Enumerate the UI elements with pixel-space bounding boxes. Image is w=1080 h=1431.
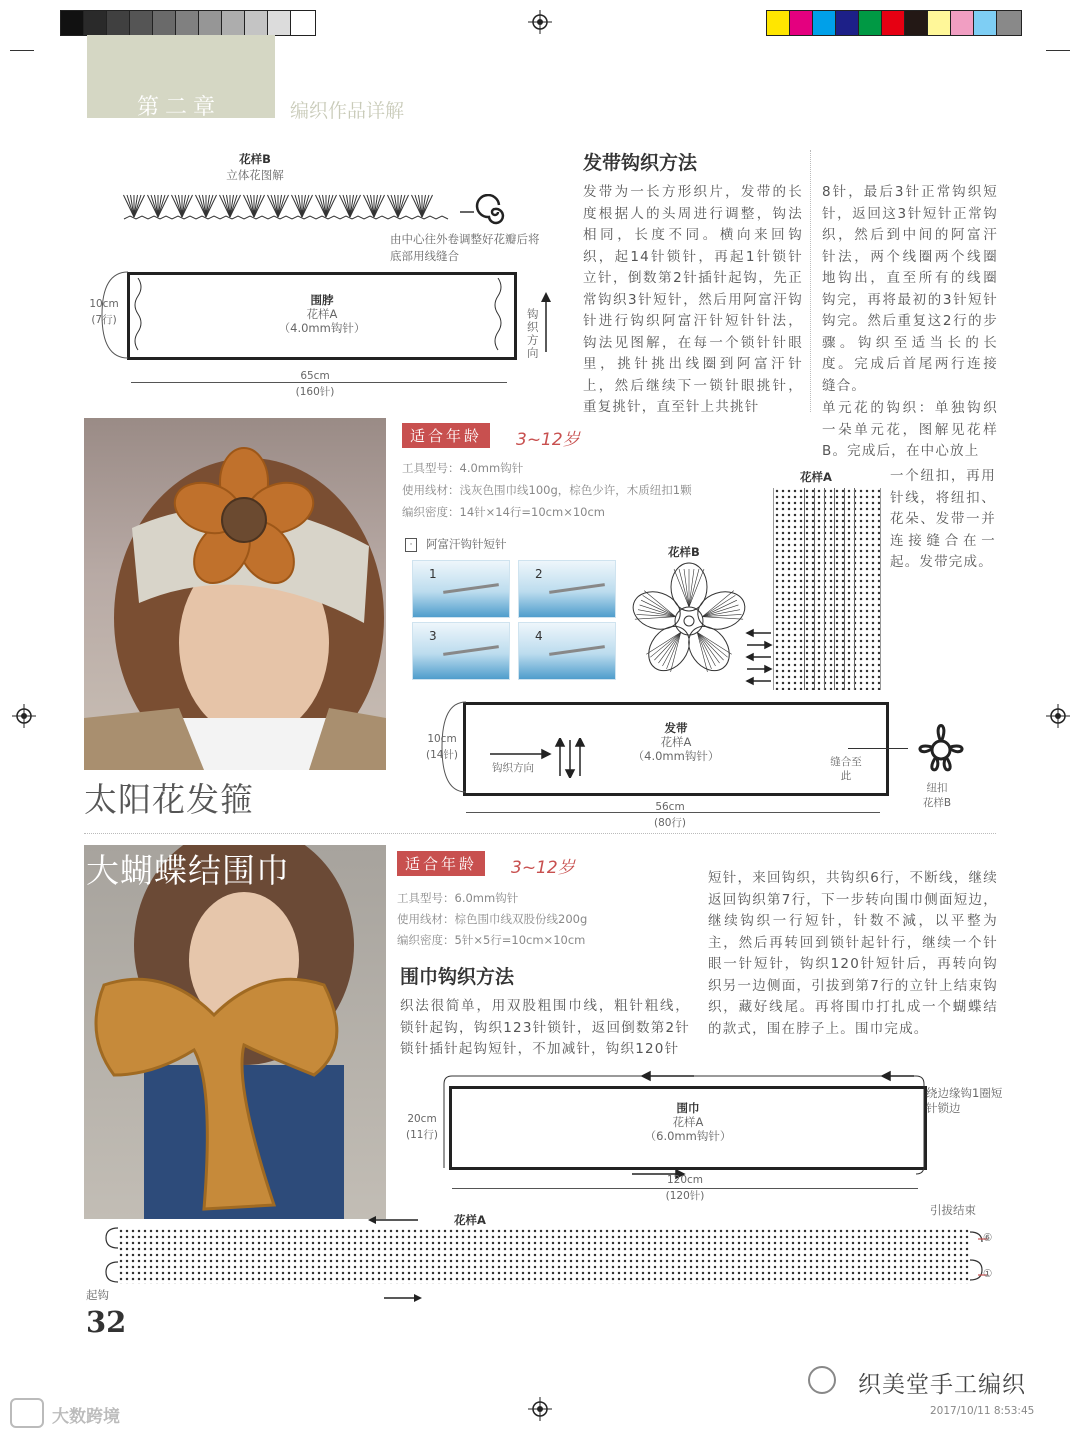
afghan-step-2 <box>518 560 616 618</box>
band-direction: 钩织方向 <box>492 762 534 774</box>
band-title: 发带 <box>664 721 688 735</box>
roll-note: 由中心往外卷调整好花瓣后将底部用线缝合 <box>390 232 540 263</box>
fan-stitch <box>244 195 265 217</box>
collar-rows: (7行) <box>91 314 117 326</box>
chapter-subtitle: 编织作品详解 <box>290 100 405 122</box>
collar-hook: （4.0mm钩针） <box>278 321 366 335</box>
scarf-edge-note: 绕边缘钩1圈短针锁边 <box>926 1086 1003 1115</box>
collar-pattern: 花样A <box>306 307 338 321</box>
band-length-rows: (80行) <box>653 817 687 829</box>
page-number: 32 <box>86 1305 127 1339</box>
girl-scarf-illustration <box>84 845 386 1219</box>
band-height: 10cm <box>427 733 457 745</box>
scarf-stitches: (120针) <box>665 1190 705 1202</box>
headband-age-badge: 适合年龄 <box>402 423 490 448</box>
scarf-height: 20cm <box>407 1113 437 1125</box>
afghan-step-1 <box>412 560 510 618</box>
arrow-up-icon <box>540 292 552 352</box>
fan-stitch <box>340 195 361 217</box>
chain-base <box>124 216 448 219</box>
scarf-gauge: 编织密度：5针×5行=10cm×10cm <box>397 933 586 947</box>
fan-stitch <box>292 195 313 217</box>
color-swatch <box>996 10 1022 36</box>
fan-stitch <box>220 195 241 217</box>
pattern-b2-title: 花样B <box>668 545 700 559</box>
afghan-title: 阿富汗钩针短针 <box>426 537 507 551</box>
scarf-title: 围巾 <box>676 1101 700 1115</box>
collar-width-line <box>131 382 507 383</box>
scarf-age-value: 3~12岁 <box>511 858 575 878</box>
collar-height: 10cm <box>89 298 119 310</box>
headband-product-name: 太阳花发箍 <box>84 780 254 819</box>
scarf-product-name: 大蝴蝶结围巾 <box>86 851 290 890</box>
logo-icon <box>10 1398 44 1428</box>
headband-photo <box>84 418 386 770</box>
fan-stitch <box>124 195 145 217</box>
arrow-right-icon <box>384 1292 424 1304</box>
band-width: 56cm <box>655 801 685 813</box>
color-swatch <box>290 10 316 36</box>
row-arrows <box>745 628 775 690</box>
collar-stitches: (160针) <box>295 386 335 398</box>
scarf-method-text-1: 织法很简单，用双股粗围巾线，粗针粗线，锁针起钩，钩织123针锁针，返回倒数第2针锁针插针起钩短针，不加减针，钩织120针 <box>400 998 690 1057</box>
wavy-edge-icon <box>492 278 504 352</box>
wavy-edge-icon <box>132 278 144 352</box>
scarf-photo <box>84 845 386 1219</box>
scarf-pattern: 花样A <box>672 1115 704 1129</box>
scarf-edge-arrows <box>436 1066 936 1186</box>
fan-stitch <box>388 195 409 217</box>
fan-stitch <box>148 195 169 217</box>
scarf-hook: （6.0mm钩针） <box>644 1129 732 1143</box>
afghan-steps <box>412 560 616 682</box>
fan-stitch <box>196 195 217 217</box>
headband-gauge: 编织密度：14针×14行=10cm×10cm <box>402 505 605 519</box>
step-number: 3 <box>429 629 437 643</box>
scarf-rows: (11行) <box>405 1129 439 1141</box>
afghan-step-4 <box>518 622 616 680</box>
button-label: 纽扣 <box>926 782 948 794</box>
headband-age-value: 3~12岁 <box>516 430 580 450</box>
rolled-flower-icon <box>460 194 520 230</box>
band-seam: 缝合至此 <box>830 756 862 782</box>
step-number: 1 <box>429 567 437 581</box>
band-rows: (14针) <box>425 749 459 761</box>
pull-end-label: 引拔结束 <box>930 1203 976 1217</box>
step-number: 2 <box>535 567 543 581</box>
fan-stitch <box>268 195 289 217</box>
scarf-width: 120cm <box>666 1174 704 1186</box>
fan-stitch <box>364 195 385 217</box>
headband-method-text-3: 单元花的钩织：单独钩织一朵单元花，图解见花样B。完成后，在中心放上 <box>822 400 998 459</box>
flower-label: 花样B <box>922 797 952 809</box>
hook-icon <box>443 645 499 656</box>
scarf-tool: 工具型号：6.0mm钩针 <box>397 891 519 905</box>
collar-width: 65cm <box>300 370 330 382</box>
pattern-b-title: 花样B <box>239 152 271 166</box>
headband-method-text-4: 一个纽扣，再用针线，将纽扣、花朵、发带一并连接缝合在一起。发带完成。 <box>890 468 996 570</box>
band-pattern: 花样A <box>660 735 692 749</box>
headband-yarn: 使用线材：浅灰色围巾线100g，棕色少许，木质纽扣1颗 <box>402 483 692 497</box>
girl-headband-illustration <box>84 418 386 770</box>
registration-mark-icon <box>12 704 36 728</box>
scarf-method-text-2: 短针，来回钩织，共钩织6行，不断线，继续返回钩织第7行，下一步转向围巾侧面短边，继续钩织一行短针，针数不減，以平整为主，然后再转回到锁针起针行，继续一个针眼一针短针，钩织120针短针后，再转向钩织另一边侧面，引拔到第7行的立针上结束钩织，藏好线尾。再将围巾打扎成一个蝴蝶结的款式，围在脖子上。围巾完成。 <box>708 870 998 1037</box>
registration-mark-icon <box>528 1397 552 1421</box>
scarf-age-badge: 适合年龄 <box>397 851 485 876</box>
section-divider <box>84 833 996 834</box>
collar-title: 围脖 <box>310 293 334 307</box>
headband-method-title: 发带钩织方法 <box>583 152 698 174</box>
afghan-columns <box>795 488 855 690</box>
step-number: 4 <box>535 629 543 643</box>
pattern-b-subtitle: 立体花图解 <box>226 168 284 182</box>
flower-b-chart <box>628 562 750 680</box>
hook-icon <box>549 645 605 656</box>
pattern-b-strip-diagram <box>120 185 450 225</box>
bullet-icon: · <box>405 538 417 552</box>
headband-method-text-1: 发带为一长方形织片，发带的长度根据人的头周进行调整，钩法相同，长度不同。横向来回钩织，起14针锁针，再起1针锁针立针，倒数第2针插针起钩，先正常钩织3针短针，然后用阿富汗钩针进行钩织阿富汗针短针针法，钩法见图解，在每一个锁针针眼里，挑针挑出线圈到阿富汗针上，然后继续下一锁针眼挑针，重复挑针，直至针上共挑针 <box>583 184 803 415</box>
row-marker-6: ⑥ <box>983 1232 993 1244</box>
fan-stitch <box>316 195 337 217</box>
afghan-step-3 <box>412 622 510 680</box>
left-logo: 大数跨境 <box>52 1407 120 1427</box>
column-divider <box>810 150 811 412</box>
start-label: 起钩 <box>86 1288 109 1302</box>
watermark: 织美堂手工编织 <box>858 1372 1026 1398</box>
scarf-method-title: 围巾钩织方法 <box>400 966 515 988</box>
seam-pointer <box>848 748 908 749</box>
registration-mark-icon <box>528 10 552 34</box>
flower-button-icon <box>906 718 976 782</box>
pattern-a-title: 花样A <box>800 470 832 484</box>
collar-diagram <box>127 272 517 360</box>
wechat-icon <box>808 1366 836 1394</box>
row-marker-1: ① <box>983 1268 993 1280</box>
hook-icon <box>549 583 605 594</box>
headband-tool: 工具型号：4.0mm钩针 <box>402 461 524 475</box>
scarf-yarn: 使用线材：棕色围巾线双股份线200g <box>397 912 588 926</box>
scarf-pattern-a-title: 花样A <box>454 1213 486 1227</box>
scarf-row-turns <box>100 1222 1000 1294</box>
registration-mark-icon <box>1046 704 1070 728</box>
chapter-title: 第二章 <box>137 95 222 120</box>
headband-method-text-2: 8针，最后3针正常钩织短针，返回这3针短针正常钩织，然后到中间的阿富汗针法，两个线圈两个线圈地钩出，直至所有的线圈钩完，再将最初的3针短针钩完。然后重复这2行的步骤。钩织至适当长的长度。完成后首尾两行连接缝合。 <box>822 184 998 394</box>
print-info: 2017/10/11 8:53:45 <box>930 1405 1035 1417</box>
band-hook: （4.0mm钩针） <box>632 749 720 763</box>
knit-direction-label: 钩织方向 <box>527 307 539 360</box>
fan-stitch <box>412 195 433 217</box>
hook-icon <box>443 583 499 594</box>
fan-stitch <box>172 195 193 217</box>
